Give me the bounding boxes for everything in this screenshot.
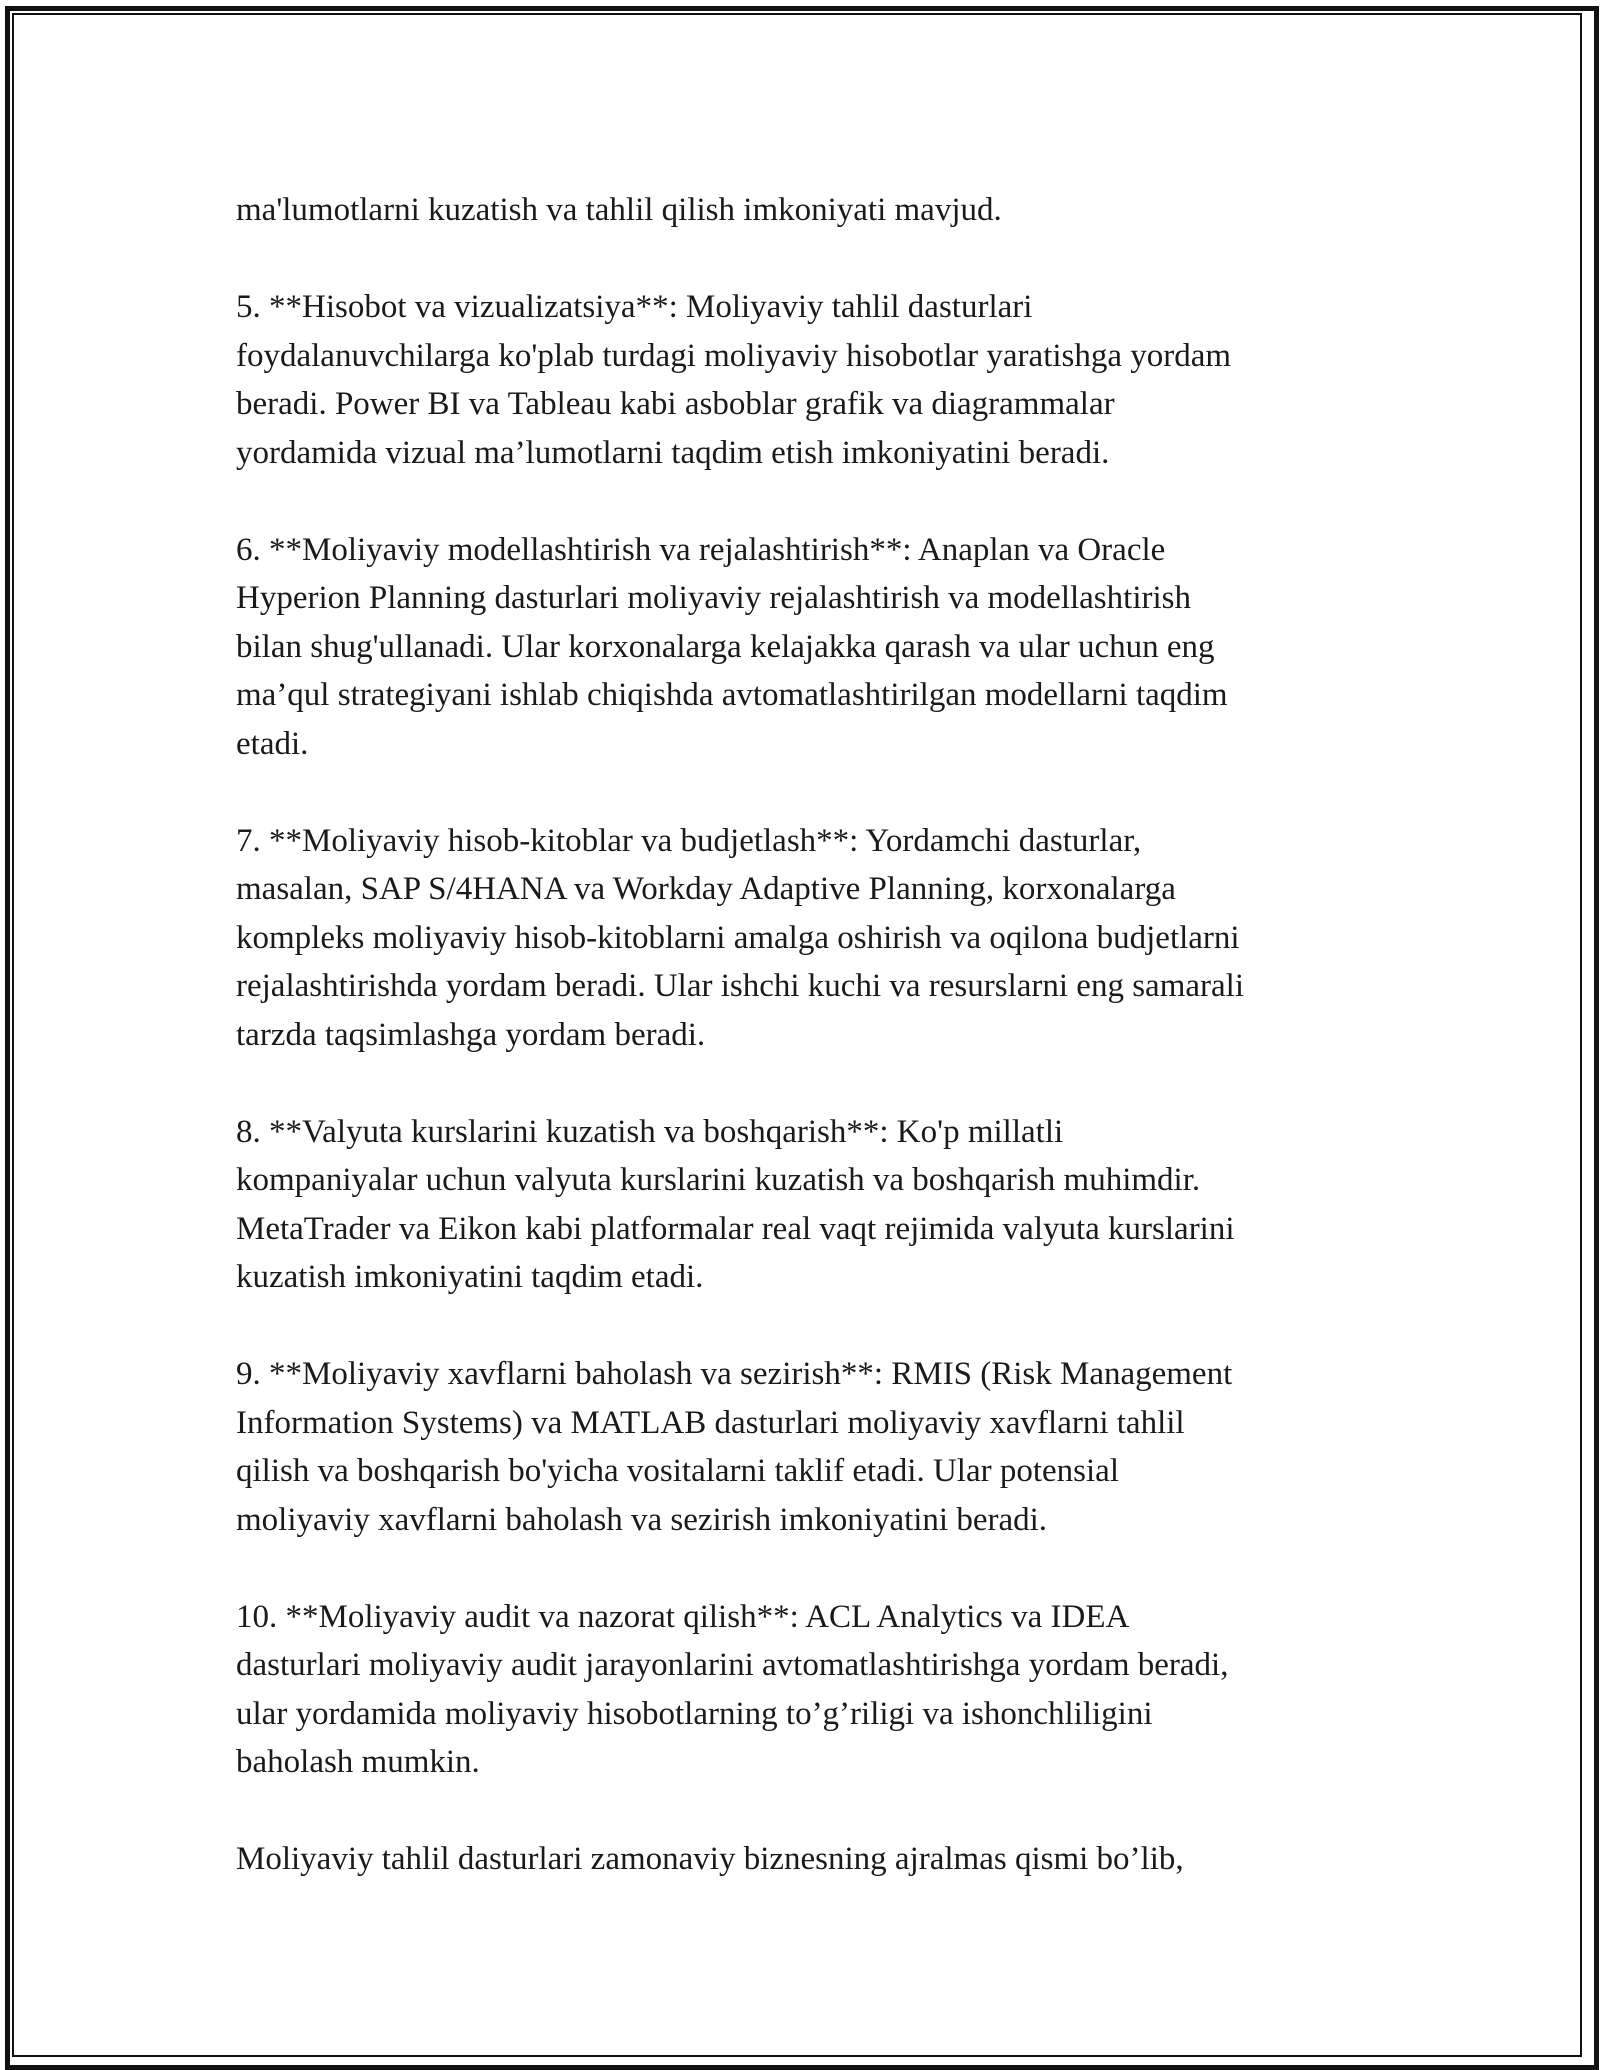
text-line: kuzatish imkoniyatini taqdim etadi. [236,1259,704,1295]
text-line: baholash mumkin. [236,1744,480,1780]
text-line: foydalanuvchilarga ko'plab turdagi moliyaviy hisobotlar yaratishga yordam [236,337,1232,374]
paragraph-item-5 [236,283,1366,477]
text-line: 10. **Moliyaviy audit va nazorat qilish**: ACL Analytics va IDEA [236,1598,1130,1635]
text-line: 9. **Moliyaviy xavflarni baholash va sezirish**: RMIS (Risk Management [236,1356,1233,1392]
paragraph-item-10 [236,1593,1366,1787]
text-line: ma'lumotlarni kuzatish va tahlil qilish imkoniyati mavjud. [236,192,1002,228]
text-line: Moliyaviy tahlil dasturlari zamonaviy biznesning ajralmas qismi bo’lib, [236,1841,1184,1877]
paragraph-item-8 [236,1108,1366,1302]
text-line: beradi. Power BI va Tableau kabi asboblar grafik va diagrammalar [236,386,1115,422]
text-line: tarzda taqsimlashga yordam beradi. [236,1016,706,1053]
text-line: rejalashtirishda yordam beradi. Ular ishchi kuchi va resurslarni eng samarali [236,968,1244,1004]
text-line: qilish va boshqarish bo'yicha vositalarni taklif etadi. Ular potensial [236,1453,1119,1489]
document-body [236,186,1366,1932]
text-line: 6. **Moliyaviy modellashtirish va rejalashtirish**: Anaplan va Oracle [236,531,1166,568]
text-line: ma’qul strategiyani ishlab chiqishda avtomatlashtirilgan modellarni taqdim [236,677,1228,713]
paragraph-continuation [236,186,1366,235]
text-line: MetaTrader va Eikon kabi platformalar real vaqt rejimida valyuta kurslarini [236,1210,1235,1247]
text-line: 7. **Moliyaviy hisob-kitoblar va budjetlash**: Yordamchi dasturlar, [236,822,1142,859]
paragraph-item-7 [236,817,1366,1060]
text-line: ular yordamida moliyaviy hisobotlarning to’g’riligi va ishonchliligini [236,1695,1153,1732]
text-line: masalan, SAP S/4HANA va Workday Adaptive Planning, korxonalarga [236,871,1176,907]
text-line: dasturlari moliyaviy audit jarayonlarini avtomatlashtirishga yordam beradi, [236,1647,1229,1683]
text-line: moliyaviy xavflarni baholash va sezirish imkoniyatini beradi. [236,1501,1048,1538]
text-line: yordamida vizual ma’lumotlarni taqdim etish imkoniyatini beradi. [236,434,1110,471]
text-line: kompaniyalar uchun valyuta kurslarini kuzatish va boshqarish muhimdir. [236,1162,1201,1198]
paragraph-item-6 [236,526,1366,769]
text-line: Hyperion Planning dasturlari moliyaviy rejalashtirish va modellashtirish [236,580,1191,616]
text-line: 5. **Hisobot va vizualizatsiya**: Moliyaviy tahlil dasturlari [236,289,1033,325]
text-line: 8. **Valyuta kurslarini kuzatish va boshqarish**: Ko'p millatli [236,1113,1064,1150]
paragraph-item-9 [236,1350,1366,1544]
text-line: kompleks moliyaviy hisob-kitoblarni amalga oshirish va oqilona budjetlarni [236,919,1240,956]
paragraph-conclusion [236,1835,1366,1884]
text-line: etadi. [236,725,309,762]
text-line: bilan shug'ullanadi. Ular korxonalarga kelajakka qarash va ular uchun eng [236,628,1215,665]
text-line: Information Systems) va MATLAB dasturlari moliyaviy xavflarni tahlil [236,1404,1185,1441]
